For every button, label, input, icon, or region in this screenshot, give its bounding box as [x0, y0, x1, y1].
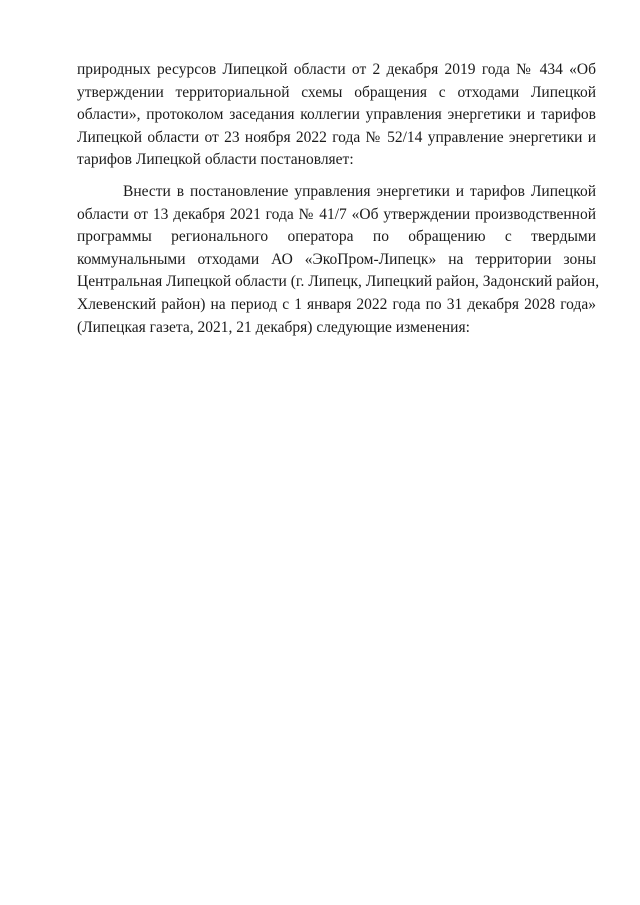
text-line: коммунальными отходами АО «ЭкоПром-Липецк» на территории зоны [77, 250, 596, 268]
text-line: области», протоколом заседания коллегии управления энергетики и тарифов [77, 106, 596, 124]
text-line: (Липецкая газета, 2021, 21 декабря) следующие изменения: [77, 318, 470, 336]
text-line: тарифов Липецкой области постановляет: [77, 151, 354, 169]
text-line: Липецкой области от 23 ноября 2022 года № 52/14 управление энергетики и [77, 128, 596, 146]
paragraph-preamble [77, 59, 596, 172]
text-line: утверждении территориальной схемы обращения с отходами Липецкой [77, 83, 596, 101]
text-line: природных ресурсов Липецкой области от 2 декабря 2019 года № 434 «Об [77, 61, 596, 78]
text-line: Внести в постановление управления энергетики и тарифов Липецкой [123, 183, 596, 200]
text-line: программы регионального оператора по обращению с твердыми [77, 228, 596, 246]
text-line: Хлевенский район) на период с 1 января 2022 года по 31 декабря 2028 года» [77, 295, 596, 313]
text-line: Центральная Липецкой области (г. Липецк, Липецкий район, Задонский район, [77, 273, 600, 291]
text-line: области от 13 декабря 2021 года № 41/7 «Об утверждении производственной [77, 205, 596, 223]
paragraph-resolution [77, 181, 600, 339]
